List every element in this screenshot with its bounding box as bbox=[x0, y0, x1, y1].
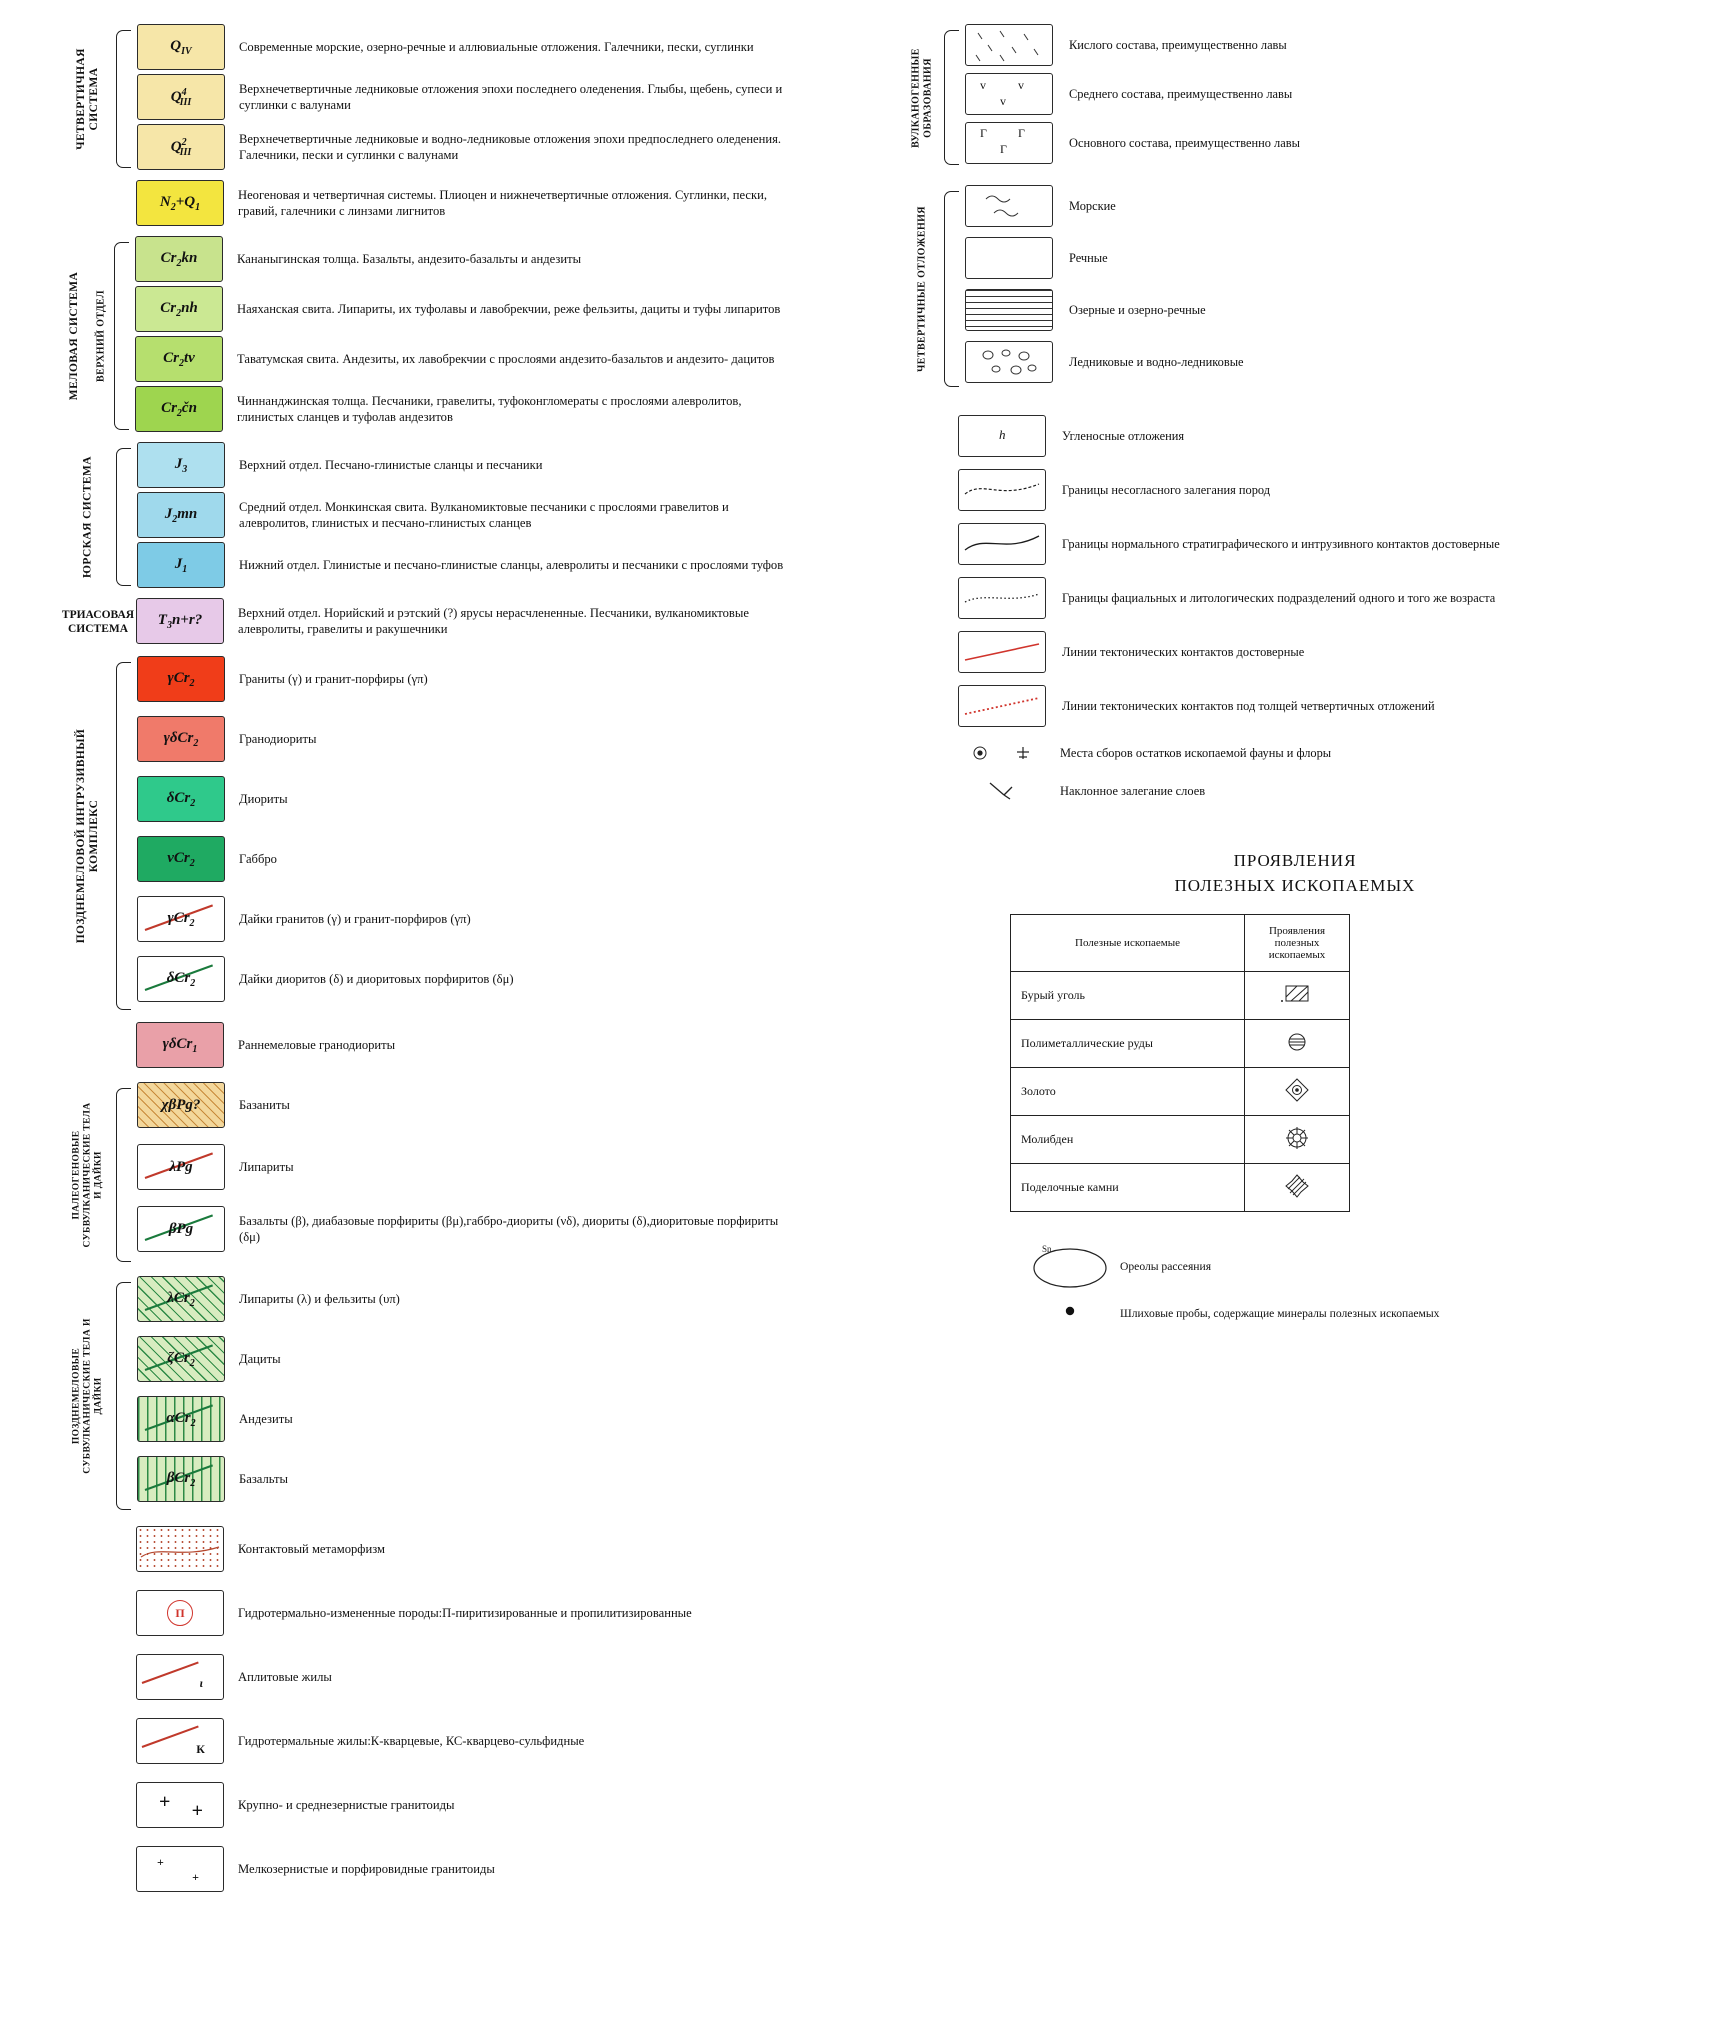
group-label-upper-division: ВЕРХНИЙ ОТДЕЛ bbox=[95, 290, 107, 382]
legend-row bbox=[136, 1654, 880, 1700]
legend-description: Нижний отдел. Глинистые и песчано-глинистые сланцы, алевролиты и песчаники с прослоями туфов bbox=[239, 557, 784, 572]
legend-swatch: γCr$_2$ bbox=[137, 656, 225, 702]
legend-description: Крупно- и среднезернистые гранитоиды bbox=[238, 1797, 455, 1812]
legend-row bbox=[137, 74, 880, 120]
legend-description: Дайки диоритов (δ) и диоритовых порфиритов (δμ) bbox=[239, 971, 514, 986]
legend-description: Наяханская свита. Липариты, их туфолавы и лавобрекчии, реже фельзиты, дациты и туфы липаритов bbox=[237, 301, 781, 316]
legend-description: Верхнечетвертичные ледниковые отложения эпохи последнего оледенения. Глыбы, щебень, супеси и суглинки с валунами bbox=[239, 81, 783, 112]
legend-description: Угленосные отложения bbox=[1062, 428, 1185, 443]
legend-row bbox=[958, 685, 1690, 727]
group-boundary-symbols bbox=[958, 415, 1690, 803]
group-bracket bbox=[116, 1088, 131, 1262]
legend-description: Современные морские, озерно-речные и аллювиальные отложения. Галечники, пески, суглинки bbox=[239, 39, 754, 54]
legend-description: Базальты (β), диабазовые порфириты (βμ),габбро-диориты (νδ), диориты (δ),диоритовые порфириты (δμ) bbox=[239, 1213, 779, 1244]
group-bracket bbox=[116, 662, 131, 1010]
legend-row bbox=[137, 124, 880, 170]
legend-swatch: γδCr$_2$ bbox=[137, 716, 225, 762]
group-jurassic bbox=[60, 442, 880, 592]
legend-swatch: αCr$_2$ bbox=[137, 1396, 225, 1442]
legend-description: Морские bbox=[1069, 198, 1116, 213]
legend-row bbox=[137, 836, 880, 882]
minerals-table bbox=[1010, 914, 1350, 1212]
legend-row bbox=[137, 1396, 880, 1442]
column-header-mineral: Полезные ископаемые bbox=[1011, 915, 1245, 972]
fossil-site-icon bbox=[958, 743, 1044, 763]
right-legend-column bbox=[900, 24, 1690, 1324]
legend-swatch: λCr$_2$ bbox=[137, 1276, 225, 1322]
legend-row bbox=[135, 386, 880, 432]
legend-description: Мелкозернистые и порфировидные гранитоиды bbox=[238, 1861, 495, 1876]
legend-description: Дациты bbox=[239, 1351, 281, 1366]
intermediate-lava-icon: v v v bbox=[965, 73, 1053, 115]
legend-swatch: $Cr_2čn$ bbox=[135, 386, 223, 432]
coarse-granitoid-icon: + + bbox=[136, 1782, 224, 1828]
legend-description: Липариты bbox=[239, 1159, 294, 1174]
legend-description: Гидротермально-измененные породы:П-пиритизированные и пропилитизированные bbox=[238, 1605, 692, 1620]
basic-lava-icon: Г Г Г bbox=[965, 122, 1053, 164]
group-label-cretaceous: МЕЛОВАЯ СИСТЕМА bbox=[68, 271, 80, 401]
mineral-name: Поделочные камни bbox=[1011, 1164, 1245, 1212]
legend-description: Таватумская свита. Андезиты, их лавобрекчии с прослоями андезито-базальтов и андезито- дацитов bbox=[237, 351, 775, 366]
group-label-spacer bbox=[60, 1526, 116, 1902]
group-paleogene-subvolcanic bbox=[60, 1082, 880, 1268]
legend-swatch: $Cr_2nh$ bbox=[135, 286, 223, 332]
group-label-paleogene: ПАЛЕОГЕНОВЫЕ СУБВУЛКАНИЧЕСКИЕ ТЕЛА И ДАЙКИ bbox=[71, 1102, 104, 1248]
legend-swatch: $Q^4_{III}$ bbox=[137, 74, 225, 120]
legend-swatch: γδCr$_1$ bbox=[136, 1022, 224, 1068]
legend-swatch: $J_1$ bbox=[137, 542, 225, 588]
legend-row bbox=[958, 577, 1690, 619]
dip-symbol-icon bbox=[958, 779, 1044, 803]
group-label-late-cret-subv: ПОЗДНЕМЕЛОВЫЕ СУБВУЛКАНИЧЕСКИЕ ТЕЛА И ДАЙКИ bbox=[71, 1318, 104, 1474]
mineral-name: Золото bbox=[1011, 1068, 1245, 1116]
legend-row bbox=[136, 1846, 880, 1892]
legend-row bbox=[136, 180, 880, 226]
legend-swatch: $J_3$ bbox=[137, 442, 225, 488]
legend-swatch: $Cr_2kn$ bbox=[135, 236, 223, 282]
mineral-symbol-gold bbox=[1245, 1068, 1350, 1116]
legend-row bbox=[136, 1782, 880, 1828]
legend-swatch: δCr$_2$ bbox=[137, 776, 225, 822]
legend-description: Чиннанджинская толща. Песчаники, гравелиты, туфоконгломераты с прослоями алевролитов, глинистых сланцев и туфолав андезитов bbox=[237, 393, 742, 424]
legend-description: Дайки гранитов (γ) и гранит-порфиров (γπ) bbox=[239, 911, 471, 926]
legend-description: Границы несогласного залегания пород bbox=[1062, 482, 1271, 497]
legend-description: Базаниты bbox=[239, 1097, 290, 1112]
fine-granitoid-icon: + + bbox=[136, 1846, 224, 1892]
legend-description: Линии тектонических контактов под толщей четвертичных отложений bbox=[1062, 698, 1435, 713]
legend-swatch: χβPg? bbox=[137, 1082, 225, 1128]
legend-swatch: $T_3n+r$? bbox=[136, 598, 224, 644]
mineral-symbol-molybdenum bbox=[1245, 1116, 1350, 1164]
group-bracket bbox=[116, 448, 131, 586]
legend-description: Шлиховые пробы, содержащие минералы полезных ископаемых bbox=[1120, 1306, 1440, 1320]
left-legend-column bbox=[60, 24, 880, 1902]
legend-swatch: $N_2+Q_1$ bbox=[136, 180, 224, 226]
group-neogene bbox=[60, 180, 880, 230]
table-header-row bbox=[1011, 915, 1350, 972]
group-label-intrusive: ПОЗДНЕМЕЛОВОЙ ИНТРУЗИВНЫЙ КОМПЛЕКС bbox=[74, 728, 100, 944]
mineral-symbol-coal bbox=[1245, 972, 1350, 1020]
glacial-deposits-icon bbox=[965, 341, 1053, 383]
group-bracket bbox=[944, 30, 959, 165]
legend-description: Речные bbox=[1069, 250, 1108, 265]
acid-lava-icon bbox=[965, 24, 1053, 66]
group-label-quaternary: ЧЕТВЕРТИЧНАЯ СИСТЕМА bbox=[74, 48, 100, 150]
lacustrine-deposits-icon bbox=[965, 289, 1053, 331]
legend-row bbox=[965, 237, 1690, 279]
legend-description: Верхнечетвертичные ледниковые и водно-ледниковые отложения эпохи предпоследнего оледенения. Галечники, пески и суглинки с валунами bbox=[239, 131, 782, 162]
legend-description: Границы фациальных и литологических подразделений одного и того же возраста bbox=[1062, 590, 1496, 605]
legend-row bbox=[965, 24, 1690, 66]
legend-row bbox=[137, 24, 880, 70]
legend-row bbox=[965, 185, 1690, 227]
legend-row bbox=[137, 896, 880, 942]
hydrothermal-alteration-icon: П bbox=[136, 1590, 224, 1636]
group-bracket bbox=[114, 242, 129, 430]
legend-row bbox=[135, 286, 880, 332]
legend-row bbox=[136, 1022, 880, 1068]
tectonic-contact-line-icon bbox=[958, 631, 1046, 673]
normal-contact-line-icon bbox=[958, 523, 1046, 565]
legend-description: Кислого состава, преимущественно лавы bbox=[1069, 37, 1287, 52]
mineral-name: Бурый уголь bbox=[1011, 972, 1245, 1020]
legend-swatch: $Q_{IV}$ bbox=[137, 24, 225, 70]
legend-description: Средний отдел. Монкинская свита. Вулканомиктовые песчаники с прослоями гравелитов и алевролитов, глинистых и песчано-глинистых сланцев bbox=[239, 499, 729, 530]
halo-icon bbox=[1020, 1236, 1120, 1297]
legend-row bbox=[958, 779, 1690, 803]
group-bracket bbox=[116, 1282, 131, 1510]
legend-description: Ледниковые и водно-ледниковые bbox=[1069, 354, 1244, 369]
legend-row bbox=[137, 1336, 880, 1382]
legend-row bbox=[137, 442, 880, 488]
legend-description: Границы нормального стратиграфического и интрузивного контактов достоверные bbox=[1062, 536, 1500, 551]
legend-description: Среднего состава, преимущественно лавы bbox=[1069, 86, 1293, 101]
legend-row bbox=[137, 1082, 880, 1128]
legend-row bbox=[965, 341, 1690, 383]
legend-row bbox=[958, 743, 1690, 763]
table-row bbox=[1011, 972, 1350, 1020]
legend-row bbox=[137, 542, 880, 588]
dot-icon bbox=[1020, 1303, 1120, 1324]
legend-row bbox=[137, 716, 880, 762]
legend-description: Граниты (γ) и гранит-порфиры (γπ) bbox=[239, 671, 428, 686]
legend-swatch: γCr$_2$ bbox=[137, 896, 225, 942]
legend-description: Места сборов остатков ископаемой фауны и флоры bbox=[1060, 745, 1332, 760]
legend-description: Диориты bbox=[239, 791, 288, 806]
legend-description: Неогеновая и четвертичная системы. Плиоцен и нижнечетвертичные отложения. Суглинки, пески, гравий, галечники с линзами лигнитов bbox=[238, 187, 768, 218]
legend-row bbox=[137, 776, 880, 822]
mineral-symbol-gemstone bbox=[1245, 1164, 1350, 1212]
minerals-title-line1: ПРОЯВЛЕНИЯ bbox=[1233, 851, 1357, 870]
group-late-cretaceous-subvolcanic bbox=[60, 1276, 880, 1516]
legend-row bbox=[958, 469, 1690, 511]
legend-row bbox=[137, 956, 880, 1002]
halo-footnote bbox=[1020, 1236, 1690, 1297]
legend-description: Липариты (λ) и фельзиты (υπ) bbox=[239, 1291, 400, 1306]
group-quaternary bbox=[60, 24, 880, 174]
group-label-spacer bbox=[60, 1022, 116, 1072]
legend-swatch: λPg bbox=[137, 1144, 225, 1190]
legend-description: Верхний отдел. Норийский и рэтский (?) ярусы нерасчлененные. Песчаники, вулканомиктовые алевролиты, гравелиты и ракушечники bbox=[238, 605, 749, 636]
mineral-name: Молибден bbox=[1011, 1116, 1245, 1164]
legend-row bbox=[135, 236, 880, 282]
minerals-block bbox=[900, 849, 1690, 1324]
legend-description: Кананыгинская толща. Базальты, андезито-базальты и андезиты bbox=[237, 251, 582, 266]
group-label-triassic: ТРИАСОВАЯ СИСТЕМА bbox=[61, 609, 135, 635]
group-quaternary-deposits bbox=[900, 185, 1690, 393]
legend-row bbox=[137, 1206, 880, 1252]
legend-row bbox=[958, 631, 1690, 673]
coal-bearing-icon: h bbox=[958, 415, 1046, 457]
minerals-title-line2: ПОЛЕЗНЫХ ИСКОПАЕМЫХ bbox=[1174, 875, 1416, 895]
panning-sample-footnote bbox=[1020, 1303, 1690, 1324]
legend-description: Аплитовые жилы bbox=[238, 1669, 332, 1684]
group-bracket bbox=[944, 191, 959, 387]
legend-row bbox=[136, 1526, 880, 1572]
group-volcanogenic bbox=[900, 24, 1690, 171]
contact-metamorphism-icon bbox=[136, 1526, 224, 1572]
legend-row bbox=[958, 523, 1690, 565]
legend-swatch: βCr$_2$ bbox=[137, 1456, 225, 1502]
legend-description: Гидротермальные жилы:К-кварцевые, КС-кварцево-сульфидные bbox=[238, 1733, 585, 1748]
legend-row bbox=[137, 1456, 880, 1502]
mineral-name: Полиметаллические руды bbox=[1011, 1020, 1245, 1068]
group-label-volcanogenic: ВУЛКАНОГЕННЫЕ ОБРАЗОВАНИЯ bbox=[910, 47, 933, 148]
legend-swatch: δCr$_2$ bbox=[137, 956, 225, 1002]
aplite-vein-icon: ι bbox=[136, 1654, 224, 1700]
column-header-occurrence: Проявления полезных ископаемых bbox=[1245, 915, 1350, 972]
group-bracket bbox=[116, 30, 131, 168]
legend-row bbox=[965, 73, 1690, 115]
legend-description: Озерные и озерно-речные bbox=[1069, 302, 1206, 317]
legend-swatch: $Q^2_{III}$ bbox=[137, 124, 225, 170]
legend-swatch: ζCr$_2$ bbox=[137, 1336, 225, 1382]
buried-tectonic-contact-icon bbox=[958, 685, 1046, 727]
legend-row bbox=[136, 1590, 880, 1636]
legend-description: Основного состава, преимущественно лавы bbox=[1069, 135, 1300, 150]
group-early-cretaceous bbox=[60, 1022, 880, 1072]
legend-swatch: $Cr_2tv$ bbox=[135, 336, 223, 382]
legend-description: Базальты bbox=[239, 1471, 289, 1486]
svg-text:Sn: Sn bbox=[1042, 1244, 1052, 1255]
group-triassic bbox=[60, 598, 880, 648]
marine-deposits-icon bbox=[965, 185, 1053, 227]
legend-description: Контактовый метаморфизм bbox=[238, 1541, 385, 1556]
mineral-symbol-polymetal bbox=[1245, 1020, 1350, 1068]
legend-description: Линии тектонических контактов достоверные bbox=[1062, 644, 1305, 659]
legend-row bbox=[137, 656, 880, 702]
unconformity-line-icon bbox=[958, 469, 1046, 511]
legend-swatch: $J_2mn$ bbox=[137, 492, 225, 538]
legend-row bbox=[137, 492, 880, 538]
table-row bbox=[1011, 1116, 1350, 1164]
legend-description: Андезиты bbox=[239, 1411, 293, 1426]
legend-row bbox=[136, 598, 880, 644]
legend-row bbox=[965, 289, 1690, 331]
legend-description: Наклонное залегание слоев bbox=[1060, 783, 1206, 798]
legend-description: Гранодиориты bbox=[239, 731, 317, 746]
minerals-title bbox=[900, 849, 1690, 898]
table-row bbox=[1011, 1068, 1350, 1116]
fluvial-deposits-icon bbox=[965, 237, 1053, 279]
legend-description: Верхний отдел. Песчано-глинистые сланцы и песчаники bbox=[239, 457, 543, 472]
legend-row bbox=[965, 122, 1690, 164]
group-label-spacer bbox=[60, 180, 116, 230]
table-row bbox=[1011, 1020, 1350, 1068]
legend-description: Раннемеловые гранодиориты bbox=[238, 1037, 396, 1052]
group-intrusive-complex bbox=[60, 656, 880, 1016]
legend-row bbox=[137, 1144, 880, 1190]
legend-row bbox=[136, 1718, 880, 1764]
table-row bbox=[1011, 1164, 1350, 1212]
legend-description: Габбро bbox=[239, 851, 277, 866]
legend-row bbox=[958, 415, 1690, 457]
legend-row bbox=[135, 336, 880, 382]
group-misc-symbols bbox=[60, 1526, 880, 1902]
group-cretaceous bbox=[60, 236, 880, 436]
legend-description: Ореолы рассеяния bbox=[1120, 1259, 1212, 1273]
hydrothermal-vein-icon: К bbox=[136, 1718, 224, 1764]
legend-row bbox=[137, 1276, 880, 1322]
legend-swatch: νCr$_2$ bbox=[137, 836, 225, 882]
group-label-quaternary-deposits: ЧЕТВЕРТИЧНЫЕ ОТЛОЖЕНИЯ bbox=[916, 206, 928, 372]
legend-swatch: βPg bbox=[137, 1206, 225, 1252]
facies-boundary-line-icon bbox=[958, 577, 1046, 619]
group-label-jurassic: ЮРСКАЯ СИСТЕМА bbox=[81, 456, 94, 578]
